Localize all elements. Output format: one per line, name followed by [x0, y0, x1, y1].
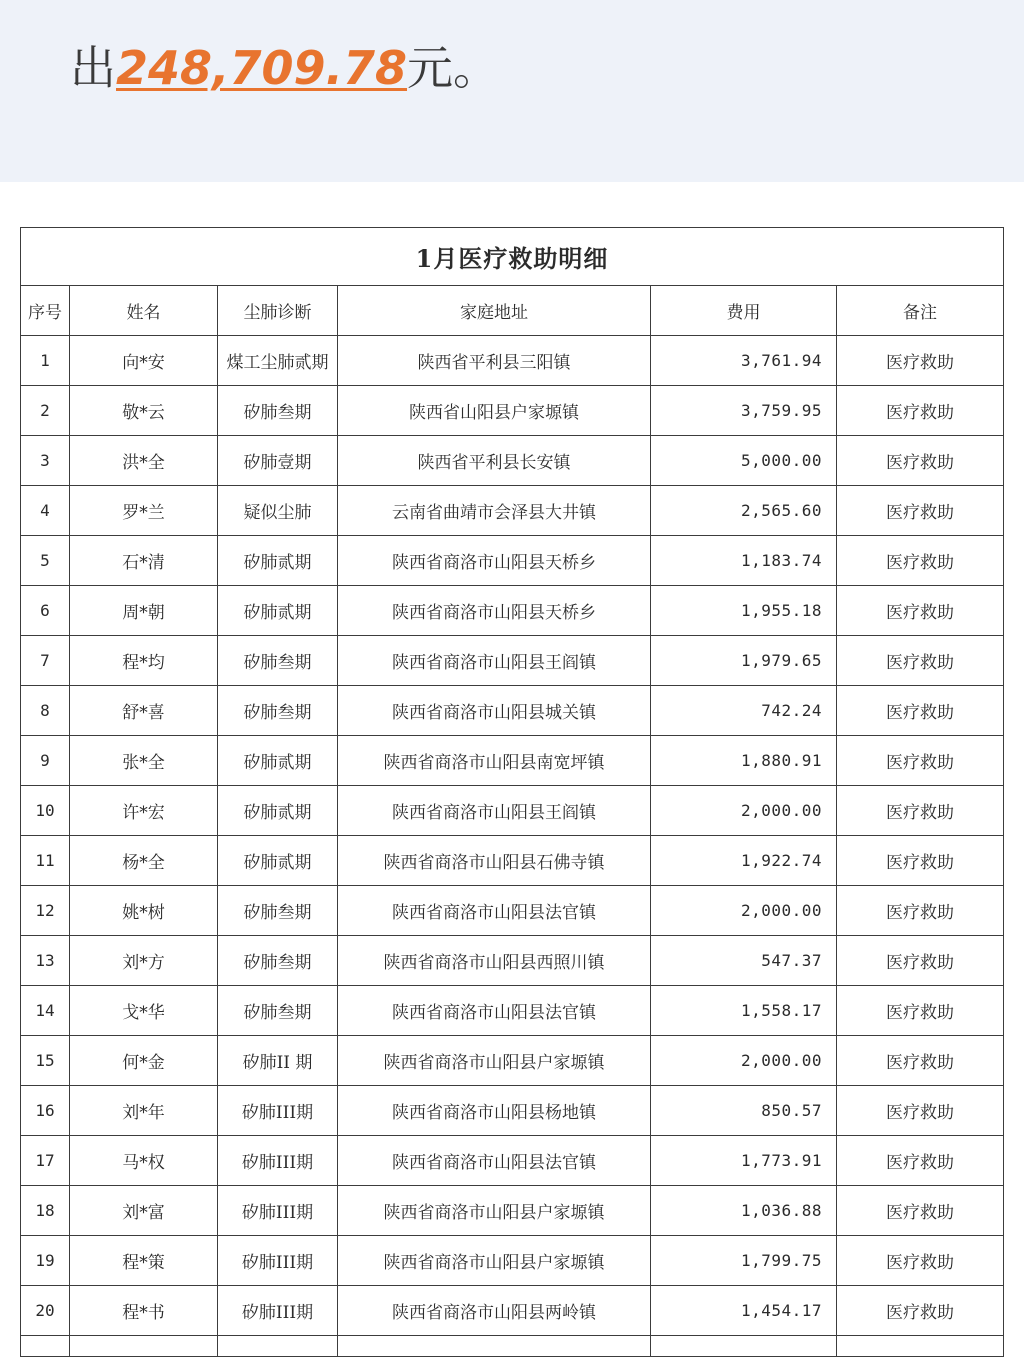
cell-address: 陕西省商洛市山阳县法官镇 — [338, 886, 651, 936]
cell-name: 敬*云 — [70, 386, 218, 436]
cell-diagnosis: 矽肺贰期 — [218, 786, 338, 836]
cell-address: 陕西省商洛市山阳县杨地镇 — [338, 1086, 651, 1136]
cell-remark: 医疗救助 — [837, 986, 1004, 1036]
cell-fee: 547.37 — [651, 936, 837, 986]
cell-address: 陕西省商洛市山阳县户家塬镇 — [338, 1236, 651, 1286]
cell-fee: 1,922.74 — [651, 836, 837, 886]
cell-remark: 医疗救助 — [837, 1186, 1004, 1236]
cell-address: 陕西省平利县三阳镇 — [338, 336, 651, 386]
table-row — [21, 436, 1004, 486]
cell-fee: 3,761.94 — [651, 336, 837, 386]
cell-diagnosis: 矽肺贰期 — [218, 836, 338, 886]
table-row — [21, 586, 1004, 636]
cell-fee: 1,558.17 — [651, 986, 837, 1036]
cell-name: 刘*年 — [70, 1086, 218, 1136]
cell-index: 7 — [21, 636, 70, 686]
cell-fee: 2,000.00 — [651, 786, 837, 836]
table-row — [21, 386, 1004, 436]
header-address: 家庭地址 — [338, 286, 651, 336]
cell-address: 陕西省商洛市山阳县石佛寺镇 — [338, 836, 651, 886]
cell-index: 8 — [21, 686, 70, 736]
cell-name: 程*书 — [70, 1286, 218, 1336]
cell-index: 5 — [21, 536, 70, 586]
cell-fee: 1,880.91 — [651, 736, 837, 786]
summary-banner — [0, 0, 1024, 182]
header-name: 姓名 — [70, 286, 218, 336]
cell-remark: 医疗救助 — [837, 336, 1004, 386]
empty-cell — [651, 1336, 837, 1357]
cell-diagnosis: 矽肺叁期 — [218, 886, 338, 936]
cell-name: 许*宏 — [70, 786, 218, 836]
table-row — [21, 836, 1004, 886]
cell-diagnosis: 煤工尘肺贰期 — [218, 336, 338, 386]
cell-index: 4 — [21, 486, 70, 536]
header-remark: 备注 — [837, 286, 1004, 336]
table-row — [21, 536, 1004, 586]
table-row — [21, 486, 1004, 536]
cell-remark: 医疗救助 — [837, 1236, 1004, 1286]
cell-name: 杨*全 — [70, 836, 218, 886]
cell-diagnosis: 矽肺叁期 — [218, 386, 338, 436]
cell-fee: 1,036.88 — [651, 1186, 837, 1236]
cell-address: 陕西省商洛市山阳县王阎镇 — [338, 636, 651, 686]
cell-address: 云南省曲靖市会泽县大井镇 — [338, 486, 651, 536]
cell-remark: 医疗救助 — [837, 686, 1004, 736]
cell-index: 9 — [21, 736, 70, 786]
table-row — [21, 1186, 1004, 1236]
cell-remark: 医疗救助 — [837, 636, 1004, 686]
cell-fee: 2,000.00 — [651, 886, 837, 936]
cell-fee: 1,955.18 — [651, 586, 837, 636]
table-row — [21, 936, 1004, 986]
cell-index: 14 — [21, 986, 70, 1036]
cell-remark: 医疗救助 — [837, 1086, 1004, 1136]
cell-diagnosis: 疑似尘肺 — [218, 486, 338, 536]
empty-cell — [837, 1336, 1004, 1357]
empty-cell — [21, 1336, 70, 1357]
cell-remark: 医疗救助 — [837, 486, 1004, 536]
cell-address: 陕西省商洛市山阳县法官镇 — [338, 986, 651, 1036]
cell-diagnosis: 矽肺III期 — [218, 1186, 338, 1236]
cell-index: 20 — [21, 1286, 70, 1336]
cell-address: 陕西省商洛市山阳县法官镇 — [338, 1136, 651, 1186]
cell-fee: 1,454.17 — [651, 1286, 837, 1336]
cell-diagnosis: 矽肺III期 — [218, 1136, 338, 1186]
cell-address: 陕西省山阳县户家塬镇 — [338, 386, 651, 436]
cell-remark: 医疗救助 — [837, 586, 1004, 636]
table-row — [21, 886, 1004, 936]
cell-diagnosis: 矽肺III期 — [218, 1286, 338, 1336]
cell-remark: 医疗救助 — [837, 386, 1004, 436]
cell-remark: 医疗救助 — [837, 536, 1004, 586]
cell-remark: 医疗救助 — [837, 936, 1004, 986]
header-index: 序号 — [21, 286, 70, 336]
cell-name: 戈*华 — [70, 986, 218, 1036]
cell-remark: 医疗救助 — [837, 886, 1004, 936]
cell-address: 陕西省商洛市山阳县户家塬镇 — [338, 1036, 651, 1086]
cell-diagnosis: 矽肺叁期 — [218, 636, 338, 686]
cell-remark: 医疗救助 — [837, 736, 1004, 786]
cell-name: 舒*喜 — [70, 686, 218, 736]
cell-diagnosis: 矽肺III期 — [218, 1236, 338, 1286]
table-row — [21, 1136, 1004, 1186]
cell-name: 罗*兰 — [70, 486, 218, 536]
relief-table-sheet — [20, 227, 1003, 1357]
cell-diagnosis: 矽肺叁期 — [218, 986, 338, 1036]
cell-remark: 医疗救助 — [837, 1286, 1004, 1336]
cell-fee: 1,979.65 — [651, 636, 837, 686]
cell-name: 刘*富 — [70, 1186, 218, 1236]
cell-address: 陕西省平利县长安镇 — [338, 436, 651, 486]
cell-name: 何*金 — [70, 1036, 218, 1086]
table-row — [21, 986, 1004, 1036]
table-row — [21, 1236, 1004, 1286]
table-row — [21, 336, 1004, 386]
cell-name: 马*权 — [70, 1136, 218, 1186]
summary-text — [70, 38, 499, 98]
cell-diagnosis: 矽肺壹期 — [218, 436, 338, 486]
relief-table — [20, 227, 1004, 1357]
cell-address: 陕西省商洛市山阳县南宽坪镇 — [338, 736, 651, 786]
cell-fee: 1,799.75 — [651, 1236, 837, 1286]
cell-remark: 医疗救助 — [837, 1036, 1004, 1086]
cell-fee: 3,759.95 — [651, 386, 837, 436]
cell-remark: 医疗救助 — [837, 836, 1004, 886]
cell-fee: 1,183.74 — [651, 536, 837, 586]
cell-name: 姚*树 — [70, 886, 218, 936]
summary-suffix: 元。 — [407, 41, 500, 95]
cell-address: 陕西省商洛市山阳县王阎镇 — [338, 786, 651, 836]
cell-address: 陕西省商洛市山阳县两岭镇 — [338, 1286, 651, 1336]
cell-index: 15 — [21, 1036, 70, 1086]
summary-prefix: 出 — [70, 41, 116, 95]
cell-diagnosis: 矽肺II 期 — [218, 1036, 338, 1086]
cell-fee: 742.24 — [651, 686, 837, 736]
table-body — [21, 336, 1004, 1357]
cell-diagnosis: 矽肺贰期 — [218, 536, 338, 586]
cell-address: 陕西省商洛市山阳县城关镇 — [338, 686, 651, 736]
cell-fee: 2,565.60 — [651, 486, 837, 536]
cell-index: 3 — [21, 436, 70, 486]
cell-index: 17 — [21, 1136, 70, 1186]
table-title: 1月医疗救助明细 — [21, 228, 1004, 286]
cell-name: 洪*全 — [70, 436, 218, 486]
cell-index: 12 — [21, 886, 70, 936]
cell-name: 周*朝 — [70, 586, 218, 636]
cell-index: 6 — [21, 586, 70, 636]
cell-name: 张*全 — [70, 736, 218, 786]
cell-remark: 医疗救助 — [837, 436, 1004, 486]
cell-address: 陕西省商洛市山阳县户家塬镇 — [338, 1186, 651, 1236]
cell-index: 19 — [21, 1236, 70, 1286]
table-row — [21, 736, 1004, 786]
cell-diagnosis: 矽肺贰期 — [218, 736, 338, 786]
cell-fee: 5,000.00 — [651, 436, 837, 486]
cell-address: 陕西省商洛市山阳县天桥乡 — [338, 536, 651, 586]
cell-fee: 850.57 — [651, 1086, 837, 1136]
cell-diagnosis: 矽肺贰期 — [218, 586, 338, 636]
cell-remark: 医疗救助 — [837, 1136, 1004, 1186]
cell-index: 10 — [21, 786, 70, 836]
cell-address: 陕西省商洛市山阳县西照川镇 — [338, 936, 651, 986]
empty-cell — [218, 1336, 338, 1357]
cell-name: 程*均 — [70, 636, 218, 686]
cell-name: 向*安 — [70, 336, 218, 386]
cell-name: 石*清 — [70, 536, 218, 586]
cell-name: 程*策 — [70, 1236, 218, 1286]
cell-index: 1 — [21, 336, 70, 386]
cell-index: 18 — [21, 1186, 70, 1236]
cell-remark: 医疗救助 — [837, 786, 1004, 836]
cell-fee: 1,773.91 — [651, 1136, 837, 1186]
cell-index: 13 — [21, 936, 70, 986]
table-row — [21, 686, 1004, 736]
table-row — [21, 1286, 1004, 1336]
cell-diagnosis: 矽肺叁期 — [218, 936, 338, 986]
total-amount: 248,709.78 — [116, 41, 408, 95]
header-diagnosis: 尘肺诊断 — [218, 286, 338, 336]
cell-index: 2 — [21, 386, 70, 436]
header-fee: 费用 — [651, 286, 837, 336]
table-row-partial — [21, 1336, 1004, 1357]
cell-fee: 2,000.00 — [651, 1036, 837, 1086]
table-row — [21, 786, 1004, 836]
table-row — [21, 1086, 1004, 1136]
cell-index: 11 — [21, 836, 70, 886]
table-row — [21, 636, 1004, 686]
table-row — [21, 1036, 1004, 1086]
empty-cell — [70, 1336, 218, 1357]
cell-index: 16 — [21, 1086, 70, 1136]
table-header-row — [21, 286, 1004, 336]
empty-cell — [338, 1336, 651, 1357]
cell-diagnosis: 矽肺III期 — [218, 1086, 338, 1136]
cell-address: 陕西省商洛市山阳县天桥乡 — [338, 586, 651, 636]
cell-diagnosis: 矽肺叁期 — [218, 686, 338, 736]
cell-name: 刘*方 — [70, 936, 218, 986]
